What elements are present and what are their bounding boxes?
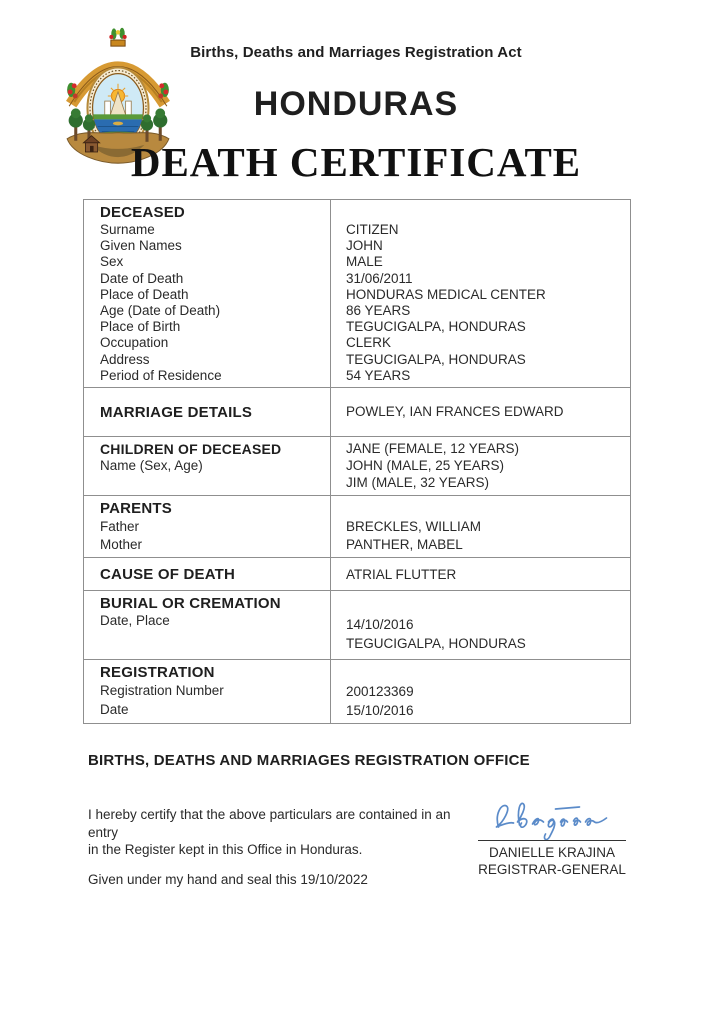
children-labels — [84, 437, 330, 495]
registrar-title: REGISTRAR-GENERAL — [478, 862, 626, 877]
section-title: DECEASED — [100, 204, 185, 221]
field-value: MALE — [346, 254, 383, 270]
marriage-value — [330, 388, 630, 436]
section-burial — [84, 590, 630, 659]
field-value: BRECKLES, WILLIAM — [346, 518, 482, 534]
burial-labels — [84, 591, 330, 659]
field-value: 86 YEARS — [346, 303, 411, 319]
field-value: CITIZEN — [346, 222, 399, 237]
field-label: Name (Sex, Age) — [100, 458, 203, 474]
field-value: TEGUCIGALPA, HONDURAS — [346, 351, 526, 367]
deceased-values — [330, 200, 630, 387]
field-label: Period of Residence — [100, 367, 222, 383]
field-label: Place of Death — [100, 286, 189, 302]
section-title: PARENTS — [100, 499, 172, 517]
field-label: Address — [100, 351, 150, 367]
field-label: Given Names — [100, 238, 182, 254]
field-value: PANTHER, MABEL — [346, 537, 463, 553]
parents-values — [330, 496, 630, 558]
field-value: 200123369 — [346, 684, 414, 700]
section-title: CAUSE OF DEATH — [100, 565, 236, 583]
field-label: Sex — [100, 254, 124, 270]
registrar-signature-icon — [482, 798, 622, 840]
section-parents — [84, 495, 630, 558]
parents-labels — [84, 496, 330, 558]
field-value: JIM (MALE, 32 YEARS) — [346, 474, 490, 490]
field-label: Date, Place — [100, 613, 170, 629]
field-label: Registration Number — [100, 683, 224, 699]
signature-strokes — [497, 803, 607, 839]
section-title: BURIAL OR CREMATION — [100, 595, 281, 613]
field-label: Date of Death — [100, 270, 184, 286]
cause-label — [84, 558, 330, 590]
section-deceased — [84, 200, 630, 387]
registration-values — [330, 660, 630, 723]
field-value: TEGUCIGALPA, HONDURAS — [346, 319, 526, 335]
office-title: BIRTHS, DEATHS AND MARRIAGES REGISTRATION OFFICE — [88, 752, 530, 769]
cause-value — [330, 558, 630, 590]
certification-line: I hereby certify that the above particulars are contained in an entry — [88, 807, 451, 840]
field-value: POWLEY, IAN FRANCES EDWARD — [346, 404, 564, 420]
spacer — [346, 595, 620, 616]
section-title: MARRIAGE DETAILS — [100, 403, 253, 421]
field-value: 54 YEARS — [346, 367, 411, 383]
field-value: ATRIAL FLUTTER — [346, 566, 457, 582]
section-title: REGISTRATION — [100, 664, 215, 682]
field-value: JOHN (MALE, 25 YEARS) — [346, 457, 505, 473]
field-label: Surname — [100, 222, 155, 237]
field-value: CLERK — [346, 335, 392, 351]
burial-values — [330, 591, 630, 659]
section-cause-of-death — [84, 557, 630, 590]
deceased-labels — [84, 200, 330, 387]
spacer — [346, 664, 620, 683]
act-title: Births, Deaths and Marriages Registration Act — [190, 44, 522, 61]
field-value: HONDURAS MEDICAL CENTER — [346, 286, 546, 302]
registration-labels — [84, 660, 330, 723]
certification-line: in the Register kept in this Office in Honduras. — [88, 842, 363, 857]
document-title: DEATH CERTIFICATE — [130, 139, 582, 185]
section-title: CHILDREN OF DECEASED — [100, 441, 282, 458]
field-value: JANE (FEMALE, 12 YEARS) — [346, 441, 520, 457]
field-value: TEGUCIGALPA, HONDURAS — [346, 635, 526, 651]
section-children — [84, 436, 630, 495]
field-label: Place of Birth — [100, 319, 181, 335]
field-value: 31/06/2011 — [346, 270, 413, 286]
spacer — [346, 204, 620, 222]
section-registration — [84, 659, 630, 723]
signature-block — [474, 798, 630, 878]
signature-underline — [478, 840, 626, 841]
spacer — [346, 500, 620, 518]
field-label: Date — [100, 701, 129, 717]
field-label: Father — [100, 518, 140, 534]
field-value: JOHN — [346, 238, 383, 254]
field-label: Occupation — [100, 335, 169, 351]
children-values — [330, 437, 630, 495]
field-label: Mother — [100, 537, 143, 553]
field-value: 14/10/2016 — [346, 617, 414, 633]
given-under-hand-line: Given under my hand and seal this 19/10/2022 — [88, 872, 368, 887]
field-label: Age (Date of Death) — [100, 303, 221, 319]
field-value: 15/10/2016 — [346, 702, 414, 718]
country-title: HONDURAS — [253, 85, 459, 123]
marriage-label — [84, 388, 330, 436]
certification-statement — [88, 806, 478, 859]
certificate-table — [83, 199, 631, 724]
section-marriage-details — [84, 387, 630, 436]
registrar-name: DANIELLE KRAJINA — [488, 845, 616, 860]
